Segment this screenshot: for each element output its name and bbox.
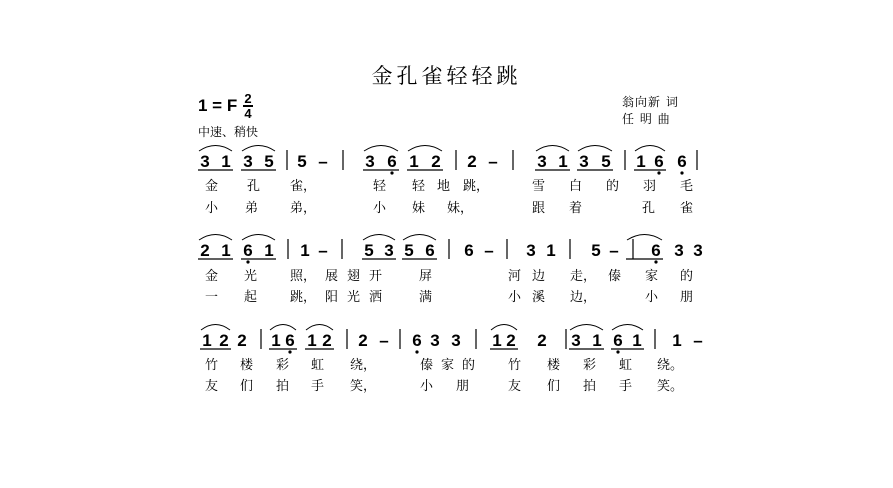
tempo-marking: 中速、稍快 xyxy=(198,125,259,139)
note: 1 xyxy=(546,241,556,260)
note: 1 xyxy=(636,152,646,171)
slur-arc xyxy=(242,235,275,241)
lyric-verse-1: 翅 xyxy=(347,268,361,283)
octave-dot-below xyxy=(616,350,619,353)
note: 2 xyxy=(219,331,229,350)
note: 6 xyxy=(677,152,687,171)
note: 6 xyxy=(651,241,661,260)
lyric-verse-1: 地 xyxy=(437,178,451,193)
note: 2 xyxy=(358,331,368,350)
note: 1 xyxy=(632,331,642,350)
slur-arc xyxy=(403,235,436,241)
lyric-verse-1: 开 xyxy=(369,268,383,283)
note: 3 xyxy=(537,152,547,171)
dash-note: – xyxy=(318,152,328,171)
lyric-verse-2: 小 xyxy=(373,200,387,215)
slur-arc xyxy=(612,325,643,331)
slur-arc xyxy=(242,146,275,152)
lyric-verse-2: 光 xyxy=(347,289,361,304)
lyric-verse-2: 边， xyxy=(570,289,597,304)
note: 2 xyxy=(322,331,332,350)
note: 2 xyxy=(431,152,441,171)
lyric-verse-2: 小 xyxy=(508,289,522,304)
lyric-verse-1: 雪 xyxy=(532,178,546,193)
note: 1 xyxy=(558,152,568,171)
slur-arc xyxy=(270,325,296,331)
slur-arc xyxy=(364,146,398,152)
lyric-verse-1: 金 xyxy=(205,178,219,193)
lyric-verse-2: 满 xyxy=(419,289,433,304)
octave-dot-below xyxy=(390,171,393,174)
slur-arc xyxy=(363,235,395,241)
lyric-verse-1: 边 xyxy=(532,268,546,283)
note: 6 xyxy=(285,331,295,350)
lyric-verse-2: 着 xyxy=(569,200,583,215)
lyric-verse-2: 友 xyxy=(205,378,219,393)
dash-note: – xyxy=(693,331,703,350)
lyric-verse-2: 跟 xyxy=(532,200,546,215)
lyric-verse-1: 白 xyxy=(569,178,583,193)
note: 1 xyxy=(492,331,502,350)
octave-dot-below xyxy=(680,171,683,174)
note: 3 xyxy=(243,152,253,171)
note: 3 xyxy=(200,152,210,171)
note: 5 xyxy=(264,152,274,171)
lyric-verse-1: 轻 xyxy=(412,178,426,193)
note: 2 xyxy=(506,331,516,350)
slur-arc xyxy=(578,146,612,152)
note: 5 xyxy=(591,241,601,260)
note: 6 xyxy=(412,331,422,350)
lyric-verse-1: 河 xyxy=(508,268,522,283)
note: 1 xyxy=(202,331,212,350)
note: 1 xyxy=(221,152,231,171)
composer-credit: 任 明 曲 xyxy=(622,112,671,126)
lyric-verse-2: 拍 xyxy=(276,378,290,393)
slur-arc xyxy=(627,235,662,241)
lyric-verse-1: 轻 xyxy=(373,178,387,193)
lyric-verse-1: 竹 xyxy=(205,357,219,372)
lyric-verse-1: 雀， xyxy=(290,178,317,193)
lyric-verse-2: 拍 xyxy=(583,378,597,393)
song-title: 金孔雀轻轻跳 xyxy=(371,64,522,88)
lyric-verse-1: 家 xyxy=(441,357,455,372)
lyric-verse-1: 彩 xyxy=(276,357,290,372)
lyric-verse-1: 屏 xyxy=(419,268,433,283)
note: 1 xyxy=(300,241,310,260)
lyric-verse-2: 阳 xyxy=(325,289,339,304)
note: 6 xyxy=(613,331,623,350)
note: 6 xyxy=(464,241,474,260)
note: 5 xyxy=(404,241,414,260)
lyric-verse-1: 展 xyxy=(325,268,339,283)
lyric-verse-2: 起 xyxy=(244,289,258,304)
note: 6 xyxy=(387,152,397,171)
note: 3 xyxy=(451,331,461,350)
lyric-verse-1: 跳， xyxy=(463,178,490,193)
note: 6 xyxy=(243,241,253,260)
dash-note: – xyxy=(484,241,494,260)
key-signature: 1 = F xyxy=(198,96,238,115)
lyric-verse-1: 光 xyxy=(244,268,258,283)
lyric-verse-2: 跳， xyxy=(290,289,317,304)
lyric-verse-1: 毛 xyxy=(680,178,694,193)
note: 1 xyxy=(409,152,419,171)
lyric-verse-1: 绕， xyxy=(350,357,377,372)
note: 3 xyxy=(430,331,440,350)
octave-dot-below xyxy=(288,350,291,353)
slur-arc xyxy=(199,146,232,152)
lyric-verse-1: 羽 xyxy=(643,178,657,193)
note: 3 xyxy=(365,152,375,171)
lyric-verse-2: 手 xyxy=(619,378,633,393)
note: 2 xyxy=(537,331,547,350)
lyric-verse-2: 们 xyxy=(547,378,561,393)
note: 2 xyxy=(237,331,247,350)
note: 2 xyxy=(467,152,477,171)
note: 3 xyxy=(674,241,684,260)
lyric-verse-1: 照， xyxy=(290,268,317,283)
lyric-verse-2: 友 xyxy=(508,378,522,393)
lyric-verse-1: 傣 xyxy=(608,268,622,283)
lyric-verse-1: 的 xyxy=(606,178,620,193)
lyric-verse-2: 妹 xyxy=(412,200,426,215)
slur-arc xyxy=(201,325,230,331)
lyric-verse-2: 小 xyxy=(205,200,219,215)
octave-dot-below xyxy=(657,171,660,174)
note: 3 xyxy=(693,241,703,260)
note: 5 xyxy=(601,152,611,171)
dash-note: – xyxy=(318,241,328,260)
slur-arc xyxy=(306,325,333,331)
lyric-verse-1: 家 xyxy=(645,268,659,283)
note: 3 xyxy=(579,152,589,171)
lyric-verse-2: 朋 xyxy=(680,289,694,304)
dash-note: – xyxy=(379,331,389,350)
lyric-verse-2: 笑， xyxy=(350,378,377,393)
lyric-verse-1: 金 xyxy=(205,268,219,283)
time-signature-bottom: 4 xyxy=(244,105,252,121)
lyric-verse-2: 一 xyxy=(205,289,219,304)
lyric-verse-1: 走， xyxy=(570,268,597,283)
note: 1 xyxy=(271,331,281,350)
note: 1 xyxy=(264,241,274,260)
note: 1 xyxy=(672,331,682,350)
note: 6 xyxy=(654,152,664,171)
lyric-verse-2: 弟 xyxy=(245,200,259,215)
note: 3 xyxy=(526,241,536,260)
slur-arc xyxy=(570,325,603,331)
octave-dot-below xyxy=(415,350,418,353)
lyric-verse-1: 的 xyxy=(680,268,694,283)
lyric-verse-2: 洒 xyxy=(369,289,383,304)
lyric-verse-2: 孔 xyxy=(642,200,656,215)
slur-arc xyxy=(491,325,517,331)
time-signature-top: 2 xyxy=(244,91,252,106)
note: 5 xyxy=(364,241,374,260)
note: 3 xyxy=(571,331,581,350)
lyric-verse-1: 傣 xyxy=(420,357,434,372)
lyric-verse-2: 雀 xyxy=(680,200,694,215)
lyric-verse-1: 虹 xyxy=(619,357,633,372)
note: 6 xyxy=(425,241,435,260)
lyric-verse-1: 虹 xyxy=(311,357,325,372)
lyric-verse-2: 小 xyxy=(645,289,659,304)
octave-dot-below xyxy=(246,260,249,263)
dash-note: – xyxy=(488,152,498,171)
lyric-verse-2: 手 xyxy=(311,378,325,393)
dash-note: – xyxy=(609,241,619,260)
note: 1 xyxy=(592,331,602,350)
slur-arc xyxy=(408,146,442,152)
note: 3 xyxy=(384,241,394,260)
lyric-verse-2: 溪 xyxy=(532,289,546,304)
octave-dot-below xyxy=(654,260,657,263)
note: 5 xyxy=(297,152,307,171)
lyric-verse-1: 绕。 xyxy=(657,357,684,372)
lyric-verse-1: 孔 xyxy=(247,178,261,193)
lyric-verse-2: 笑。 xyxy=(657,378,684,393)
lyric-verse-1: 楼 xyxy=(547,357,561,372)
lyric-verse-2: 们 xyxy=(240,378,254,393)
lyricist-credit: 翁向新 词 xyxy=(622,95,679,109)
slur-arc xyxy=(199,235,232,241)
lyric-verse-1: 的 xyxy=(462,357,476,372)
slur-arc xyxy=(635,146,665,152)
lyric-verse-2: 小 xyxy=(420,378,434,393)
lyric-verse-1: 楼 xyxy=(240,357,254,372)
note: 1 xyxy=(307,331,317,350)
lyric-verse-2: 弟， xyxy=(290,200,317,215)
note: 1 xyxy=(221,241,231,260)
lyric-verse-1: 竹 xyxy=(508,357,522,372)
lyric-verse-2: 妹， xyxy=(447,200,474,215)
note: 2 xyxy=(200,241,210,260)
slur-arc xyxy=(536,146,569,152)
lyric-verse-1: 彩 xyxy=(583,357,597,372)
lyric-verse-2: 朋 xyxy=(456,378,470,393)
